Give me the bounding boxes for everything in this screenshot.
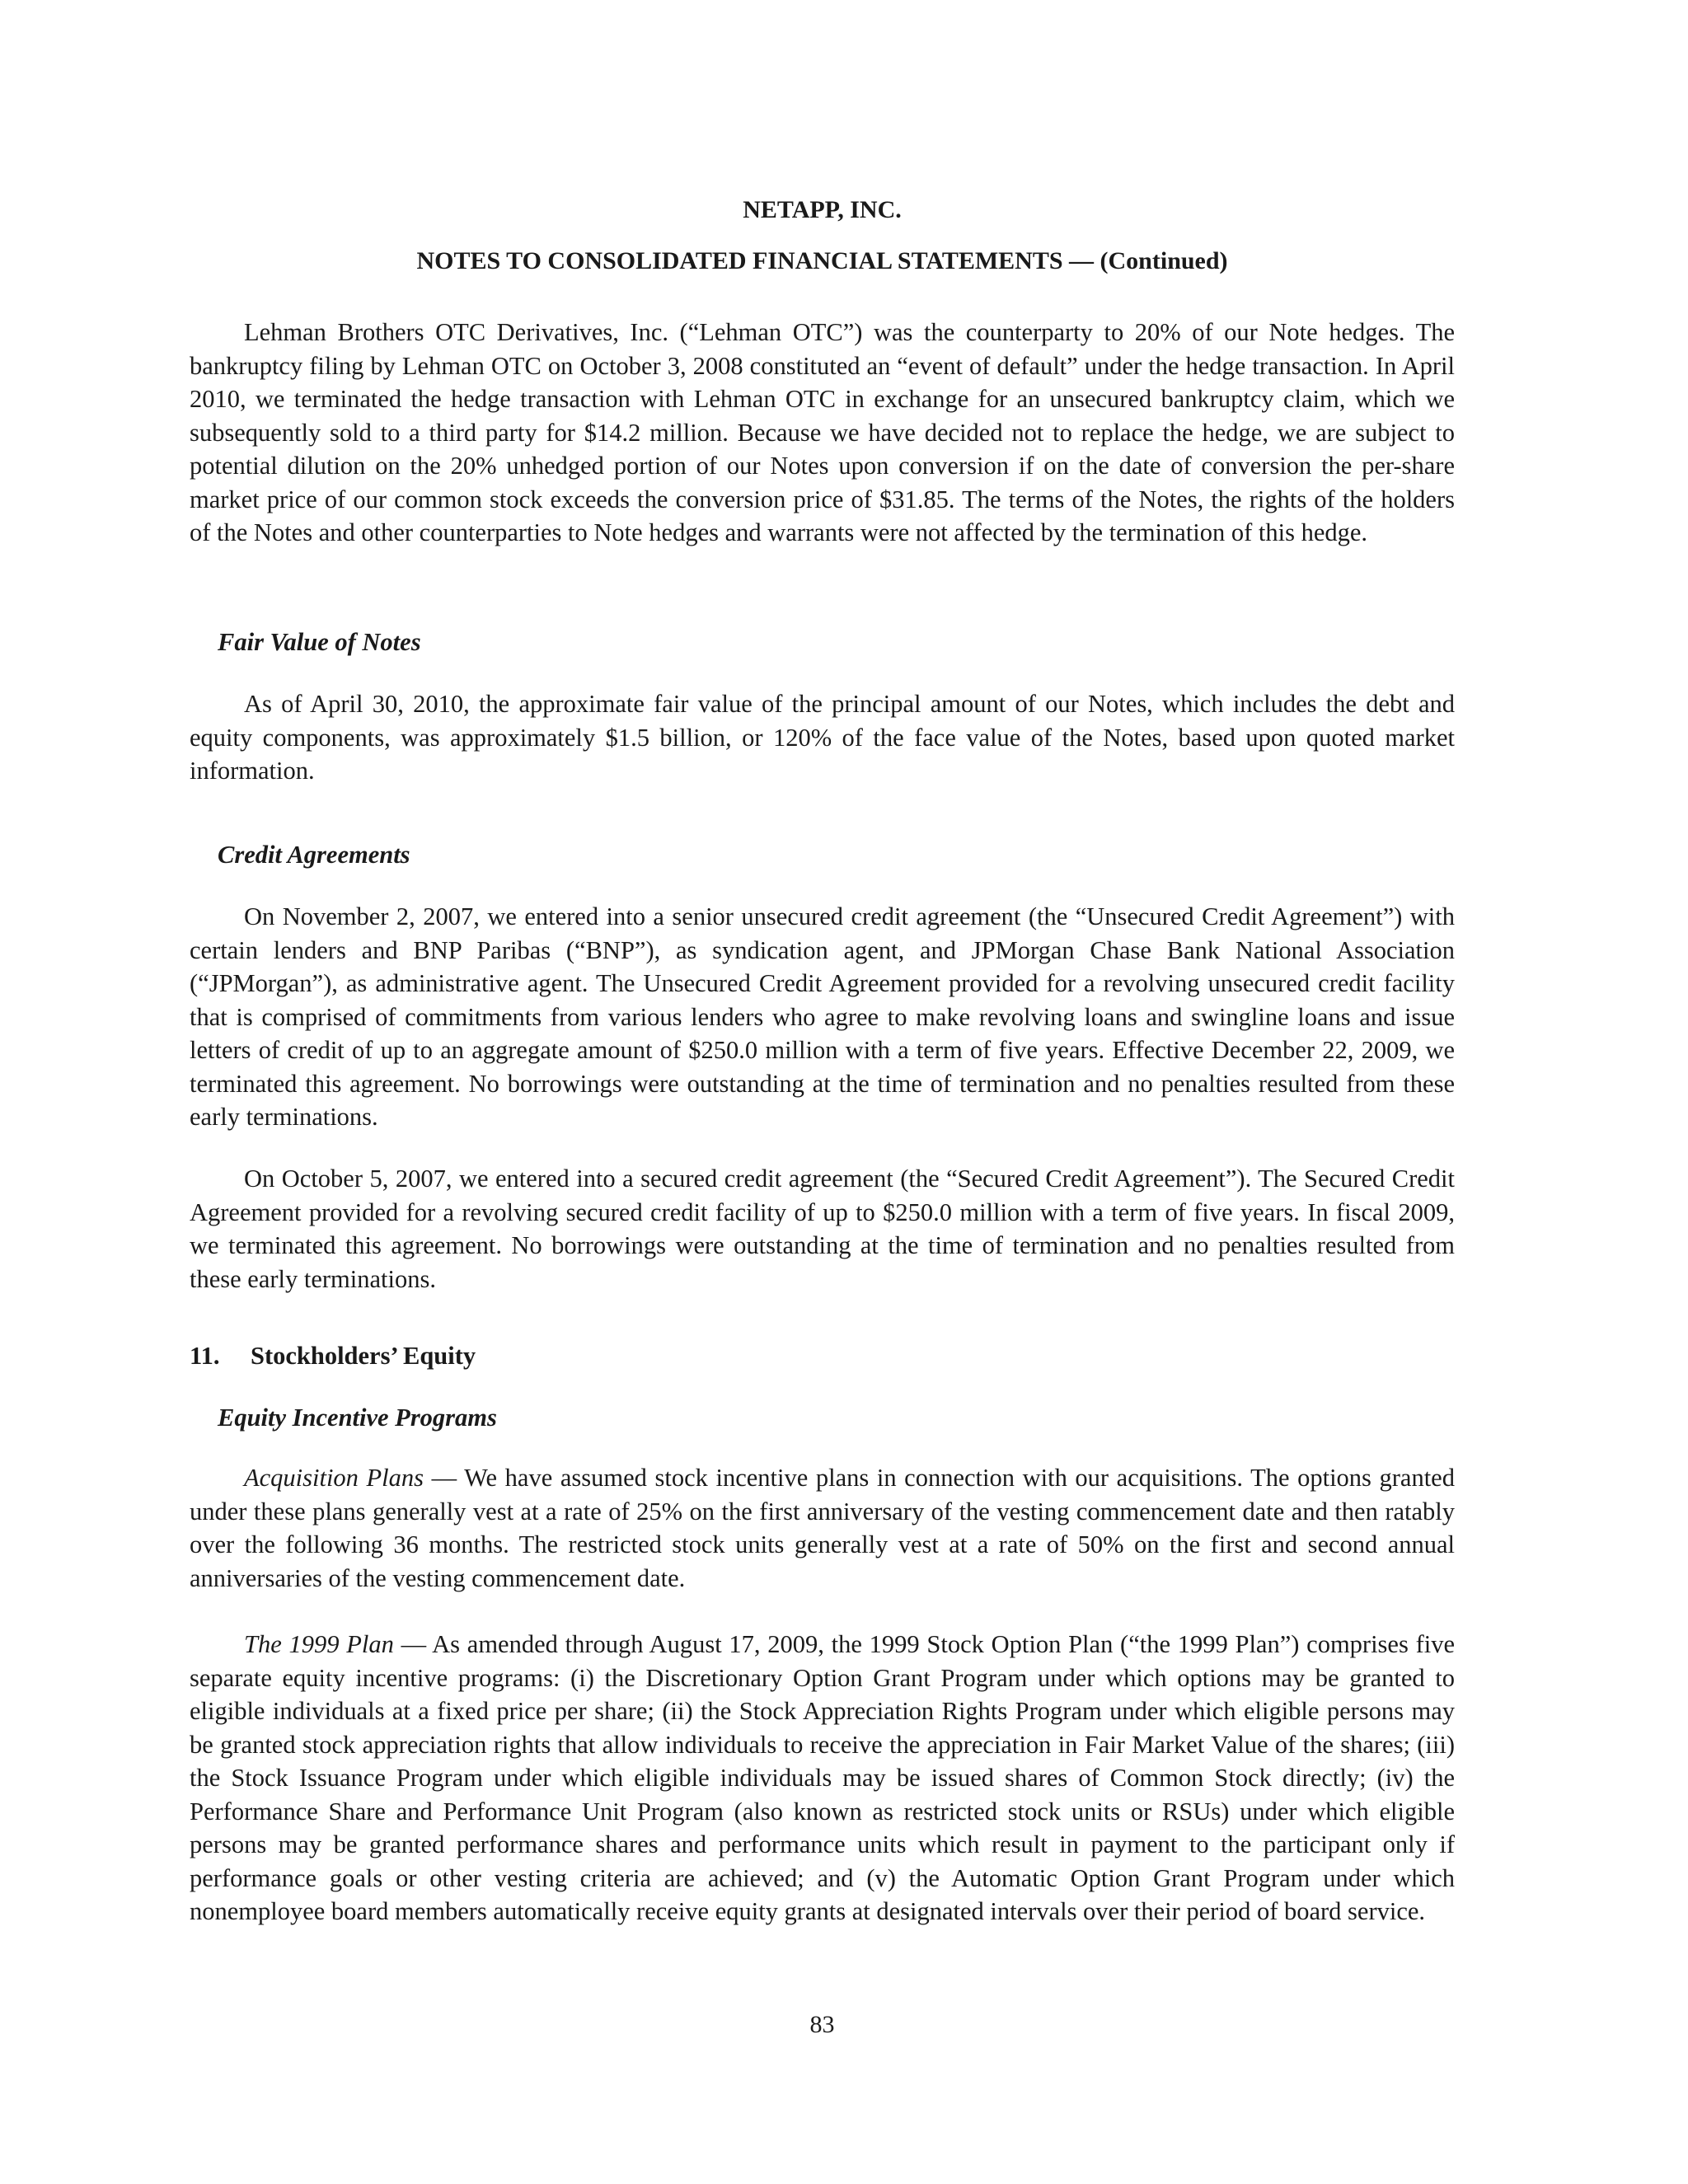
acquisition-plans-paragraph: [190, 1461, 1455, 1595]
credit-paragraph-2: On October 5, 2007, we entered into a secured credit agreement (the “Secured Credit Agreement”). The Secured Credit Agreement provided for a revolving secured credit facility of up to $250.0 million with a term of five years. In fiscal 2009, we terminated this agreement. No borrowings were outstanding at the time of termination and no penalties resulted from these early terminations.: [190, 1165, 1455, 1293]
credit-paragraph-1: On November 2, 2007, we entered into a senior unsecured credit agreement (the “Unsecured Credit Agreement”) with certain lenders and BNP Paribas (“BNP”), as syndication agent, and JPMorgan Chase Bank National Association (“JPMorgan”), as administrative agent. The Unsecured Credit Agreement provided for a revolving unsecured credit facility that is comprised of commitments from various lenders who agree to make revolving loans and swingline loans and issue letters of credit of up to an aggregate amount of $250.0 million with a term of five years. Effective December 22, 2009, we terminated this agreement. No borrowings were outstanding at the time of termination and no penalties resulted from these early terminations.: [190, 902, 1455, 1131]
acquisition-plans-text: — We have assumed stock incentive plans in connection with our acquisitions. The options granted under these plans generally vest at a rate of 25% on the first anniversary of the vesting commencement date and then ratably over the following 36 months. The restricted stock units generally vest at a rate of 50% on the first and second annual anniversaries of the vesting commencement date.: [190, 1464, 1455, 1592]
credit-agreements-heading: Credit Agreements: [218, 841, 410, 869]
section-number: 11.: [190, 1342, 220, 1370]
fair-value-heading: Fair Value of Notes: [218, 628, 421, 656]
plan-1999-lead: The 1999 Plan: [244, 1630, 394, 1658]
page-number: 83: [809, 2011, 835, 2038]
company-name: NETAPP, INC.: [743, 196, 902, 223]
plan-1999-paragraph: [190, 1628, 1455, 1929]
page-subtitle: NOTES TO CONSOLIDATED FINANCIAL STATEMENTS — (Continued): [416, 247, 1228, 274]
equity-incentive-heading: Equity Incentive Programs: [218, 1404, 497, 1432]
plan-1999-text: — As amended through August 17, 2009, the 1999 Stock Option Plan (“the 1999 Plan”) comprises five separate equity incentive programs: (i) the Discretionary Option Grant Program under which options may be granted to eligible individuals at a fixed price per share; (ii) the Stock Appreciation Rights Program under which eligible persons may be granted stock appreciation rights that allow individuals to receive the appreciation in Fair Market Value of the shares; (iii) the Stock Issuance Program under which eligible individuals may be issued shares of Common Stock directly; (iv) the Performance Share and Performance Unit Program (also known as restricted stock units or RSUs) under which eligible persons may be granted performance shares and performance units which result in payment to the participant only if performance goals or other vesting criteria are achieved; and (v) the Automatic Option Grant Program under which nonemployee board members automatically receive equity grants at designated intervals over their period of board service.: [190, 1630, 1455, 1925]
section-title: Stockholders’ Equity: [251, 1342, 476, 1370]
section-11-heading: [190, 1342, 476, 1371]
acquisition-plans-lead: Acquisition Plans: [244, 1464, 424, 1492]
intro-paragraph: Lehman Brothers OTC Derivatives, Inc. (“Lehman OTC”) was the counterparty to 20% of our Note hedges. The bankruptcy filing by Lehman OTC on October 3, 2008 constituted an “event of default” under the hedge transaction. In April 2010, we terminated the hedge transaction with Lehman OTC in exchange for an unsecured bankruptcy claim, which we subsequently sold to a third party for $14.2 million. Because we have decided not to replace the hedge, we are subject to potential dilution on the 20% unhedged portion of our Notes upon conversion if on the date of conversion the per-share market price of our common stock exceeds the conversion price of $31.85. The terms of the Notes, the rights of the holders of the Notes and other counterparties to Note hedges and warrants were not affected by the termination of this hedge.: [190, 318, 1455, 546]
fair-value-paragraph: As of April 30, 2010, the approximate fair value of the principal amount of our Notes, which includes the debt and equity components, was approximately $1.5 billion, or 120% of the face value of the Notes, based upon quoted market information.: [190, 690, 1455, 785]
